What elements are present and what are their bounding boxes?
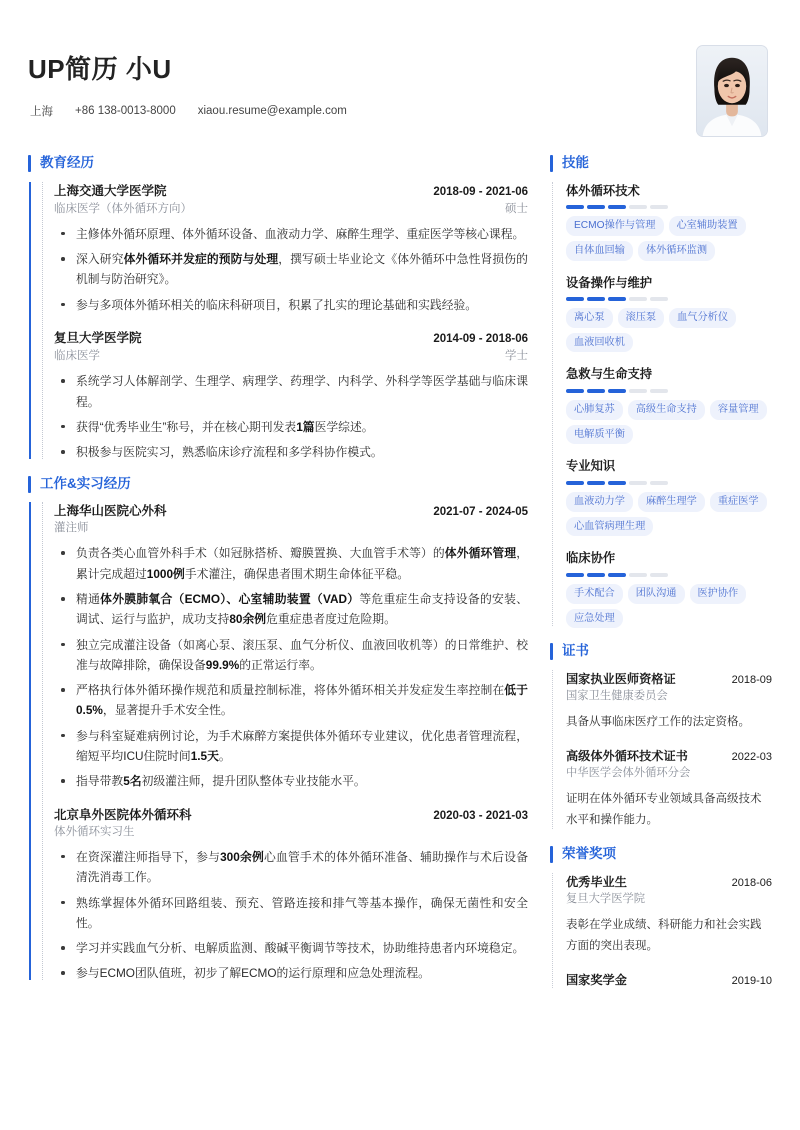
skill-rating-segment (650, 297, 668, 301)
entry-issuer: 国家卫生健康委员会 (566, 690, 668, 703)
skill-rating-segment (629, 481, 647, 485)
bullet-text: 的正常运行率。 (239, 657, 322, 672)
right-column (550, 154, 772, 1004)
skill-tag[interactable]: 容量管理 (710, 400, 767, 420)
entry-role: 灌注师 (54, 522, 89, 535)
bullet-text: 积极参与医院实习，熟悉临床诊疗流程和多学科协作模式。 (76, 445, 383, 460)
skill-rating-segment (629, 297, 647, 301)
bullet-emphasis: 1.5天 (190, 749, 219, 763)
entry-date: 2018-09 - 2021-06 (433, 185, 528, 198)
bullet-text: 心血管手术的体外循环准备、辅助操作与术后设备清洗消毒工作。 (76, 849, 528, 885)
entry-bullet (54, 249, 528, 290)
entry-organization: 北京阜外医院体外循环科 (54, 807, 192, 822)
skill-tag[interactable]: 心室辅助装置 (669, 216, 746, 236)
skill-rating-segment (587, 389, 605, 393)
skill-rating-segment (566, 297, 584, 301)
entry-header (566, 747, 772, 765)
skill-tag-list (566, 584, 772, 629)
skill-tag[interactable]: 血气分析仪 (669, 308, 736, 328)
entry-header (54, 806, 528, 824)
section-header (550, 845, 772, 863)
skill-group-name: 设备操作与维护 (566, 275, 653, 290)
entry-organization: 上海交通大学医学院 (54, 183, 167, 198)
skill-group-name: 体外循环技术 (566, 183, 640, 198)
skill-rating-segment (650, 573, 668, 577)
bullet-emphasis: 体外循环并发症的预防与处理 (123, 252, 279, 267)
skill-group-name: 急救与生命支持 (566, 367, 653, 382)
bullet-text: ，撰写硕士毕业论文《体外循环中急性肾损伤的机制与防治研究》。 (76, 252, 528, 287)
skill-tag-list (566, 216, 772, 261)
skill-tag[interactable]: ECMO操作与管理 (566, 216, 664, 236)
entry-title: 国家奖学金 (566, 973, 627, 988)
contact-email: xiaou.resume@example.com (197, 105, 347, 118)
entry-date: 2018-09 (731, 673, 772, 686)
bullet-text: 在资深灌注师指导下，参与 (76, 849, 221, 864)
bullet-text: 。 (218, 749, 231, 763)
bullet-emphasis: 99.9% (205, 657, 240, 672)
certificate-entry (566, 670, 772, 733)
bullet-text: 医学综述。 (314, 419, 374, 434)
skill-tag-list (566, 492, 772, 537)
entry-bullet (54, 893, 528, 934)
bullet-text: 学习并实践血气分析、电解质监测、酸碱平衡调节等技术，协助维持患者内环境稳定。 (76, 941, 525, 956)
bullet-text: 手术灌注，确保患者围术期生命体征平稳。 (184, 566, 409, 581)
section-title: 教育经历 (40, 155, 94, 170)
entry-issuer: 复旦大学医学院 (566, 893, 646, 906)
entry-issuer: 中华医学会体外循环分会 (566, 767, 691, 780)
entry-bullet (54, 726, 528, 767)
entry-description: 表彰在学业成绩、科研能力和社会实践方面的突出表现。 (566, 918, 762, 952)
skill-tag[interactable]: 团队沟通 (628, 584, 685, 604)
skill-rating-segment (629, 205, 647, 209)
entry-bullet-list (54, 224, 528, 315)
honor-entry (566, 873, 772, 957)
section-title: 技能 (562, 155, 589, 170)
bullet-text: ，累计完成超过 (76, 546, 528, 581)
resume-section (28, 475, 528, 984)
entry-bullet (54, 371, 528, 412)
skill-tag-list (566, 400, 772, 445)
honor-entry (566, 971, 772, 989)
experience-entry (54, 806, 528, 984)
skill-tag[interactable]: 滚压泵 (618, 308, 665, 328)
skill-rating-segment (587, 205, 605, 209)
skill-tag[interactable]: 离心泵 (566, 308, 613, 328)
skill-tag[interactable]: 电解质平衡 (566, 425, 633, 445)
section-header (28, 475, 528, 493)
skill-group (566, 182, 772, 261)
skill-tag[interactable]: 手术配合 (566, 584, 623, 604)
entry-bullet (54, 417, 528, 437)
entry-bullet (54, 635, 528, 676)
section-body (550, 873, 772, 990)
certificate-entry (566, 747, 772, 831)
bullet-text: 参与多项体外循环相关的临床科研项目，积累了扎实的理论基础和实践经验。 (76, 297, 478, 312)
left-column (28, 154, 528, 996)
bullet-emphasis: 5名 (123, 774, 142, 789)
section-header (550, 642, 772, 660)
skill-tag[interactable]: 麻醉生理学 (638, 492, 705, 512)
entry-bullet-list (54, 543, 528, 791)
entry-subheader (54, 200, 528, 218)
resume-header (28, 0, 772, 140)
skill-rating-segment (566, 205, 584, 209)
experience-entry (54, 182, 528, 316)
bullet-text: 参与科室疑难病例讨论，为手术麻醉方案提供体外循环专业建议，优化患者管理流程，缩短平均ICU住院时间 (76, 728, 528, 763)
section-body (550, 670, 772, 831)
section-body (28, 502, 528, 984)
entry-organization: 复旦大学医学院 (54, 331, 142, 346)
skill-group-name: 专业知识 (566, 459, 616, 474)
skill-rating-segment (587, 481, 605, 485)
skill-rating-segment (608, 481, 626, 485)
bullet-text: 等危重症生命支持设备的安装、调试、运行与监护，成功支持 (76, 592, 528, 627)
section-header (550, 154, 772, 172)
contact-phone: +86 138-0013-8000 (75, 105, 176, 118)
bullet-text: 指导带教 (76, 774, 124, 789)
entry-subheader (54, 347, 528, 365)
entry-role: 临床医学（体外循环方向） (54, 202, 192, 215)
entry-bullet (54, 589, 528, 630)
contact-location: 上海 (30, 106, 53, 119)
entry-date: 2020-03 - 2021-03 (433, 809, 528, 822)
entry-degree: 硕士 (505, 202, 528, 215)
skill-tag[interactable]: 重症医学 (710, 492, 767, 512)
skill-tag[interactable]: 自体血回输 (566, 241, 633, 261)
section-title: 工作&实习经历 (40, 475, 131, 491)
skills-section (550, 154, 772, 628)
skill-tag[interactable]: 体外循环监测 (638, 241, 715, 261)
bullet-text: 获得“优秀毕业生”称号，并在核心期刊发表 (76, 419, 297, 434)
bullet-text: 系统学习人体解剖学、生理学、病理学、药理学、内科学、外科学等医学基础与临床课程。 (76, 374, 528, 409)
bullet-emphasis: 300余例 (220, 849, 265, 864)
entry-date: 2018-06 (731, 876, 772, 889)
entry-bullet (54, 224, 528, 244)
bullet-text: 精通 (76, 592, 101, 607)
skill-rating-segment (608, 297, 626, 301)
skill-tag[interactable]: 心肺复苏 (566, 400, 623, 420)
entry-bullet (54, 442, 528, 462)
skill-tag[interactable]: 心血管病理生理 (566, 517, 653, 537)
skill-rating (566, 573, 772, 577)
bullet-text: 严格执行体外循环操作规范和质量控制标准，将体外循环相关并发症发生率控制在 (76, 683, 505, 698)
skill-group-name: 临床协作 (566, 551, 616, 566)
bullet-emphasis: 体外膜肺氧合（ECMO）、心室辅助装置（VAD） (100, 592, 360, 607)
entry-date: 2019-10 (731, 975, 772, 988)
skill-group (566, 457, 772, 536)
bullet-text: 参与ECMO团队值班，初步了解ECMO的运行原理和应急处理流程。 (76, 966, 430, 981)
resume-body (28, 140, 772, 1004)
bullet-emphasis: 低于0.5% (76, 683, 528, 718)
entry-title: 国家执业医师资格证 (566, 671, 676, 686)
bullet-text: 主修体外循环原理、体外循环设备、血液动力学、麻醉生理学、重症医学等核心课程。 (76, 226, 525, 241)
skill-tag[interactable]: 血液回收机 (566, 333, 633, 353)
skill-rating-segment (566, 573, 584, 577)
skill-rating-segment (608, 389, 626, 393)
entry-date: 2021-07 - 2024-05 (433, 506, 528, 519)
skill-rating-segment (566, 389, 584, 393)
entry-subheader (54, 824, 528, 841)
avatar (696, 45, 768, 137)
entry-description: 具备从事临床医疗工作的法定资格。 (566, 715, 750, 728)
portrait-photo-icon (697, 46, 767, 136)
skill-rating-segment (566, 481, 584, 485)
contact-row (28, 85, 772, 119)
entry-bullet (54, 963, 528, 983)
entry-bullet (54, 543, 528, 584)
entry-title: 优秀毕业生 (566, 874, 627, 889)
entry-bullet (54, 771, 528, 791)
section-title: 证书 (562, 643, 589, 659)
entry-bullet (54, 847, 528, 888)
bullet-text: 独立完成灌注设备（如离心泵、滚压泵、血气分析仪、血液回收机等）的日常维护、校准与故障排除，确保设备 (76, 637, 528, 672)
honors-section (550, 845, 772, 989)
entry-bullet (54, 938, 528, 958)
entry-header (566, 873, 772, 891)
resume-section (28, 154, 528, 463)
entry-header (54, 502, 528, 520)
skill-rating-segment (629, 573, 647, 577)
experience-entry (54, 502, 528, 791)
skill-rating-segment (650, 205, 668, 209)
skill-rating-segment (608, 205, 626, 209)
skill-rating-segment (650, 389, 668, 393)
skill-tag[interactable]: 医护协作 (690, 584, 747, 604)
section-body (28, 182, 528, 463)
entry-bullet (54, 680, 528, 721)
skill-rating (566, 481, 772, 485)
bullet-emphasis: 1000例 (146, 566, 185, 581)
skill-rating-segment (587, 573, 605, 577)
skill-rating-segment (587, 297, 605, 301)
bullet-text: 初级灌注师，提升团队整体专业技能水平。 (141, 774, 366, 789)
entry-header (54, 182, 528, 200)
section-header (28, 154, 528, 172)
skill-group (566, 365, 772, 444)
skill-group (566, 549, 772, 628)
entry-bullet-list (54, 371, 528, 462)
skill-rating-segment (650, 481, 668, 485)
bullet-emphasis: 1篇 (296, 419, 315, 434)
bullet-emphasis: 80余例 (229, 612, 267, 627)
entry-header (566, 670, 772, 688)
entry-date: 2022-03 (731, 751, 772, 763)
experience-entry (54, 329, 528, 463)
entry-role: 临床医学 (54, 350, 100, 363)
bullet-text: ，显著提升手术安全性。 (102, 703, 233, 718)
skill-tag[interactable]: 血液动力学 (566, 492, 633, 512)
skill-tag-list (566, 308, 772, 353)
bullet-text: 危重症患者度过危险期。 (266, 612, 396, 627)
entry-header (566, 971, 772, 989)
skill-group (566, 274, 772, 353)
skill-rating (566, 297, 772, 301)
certificates-section (550, 642, 772, 831)
skill-rating (566, 389, 772, 393)
section-title: 荣誉奖项 (562, 846, 616, 862)
section-body (550, 182, 772, 629)
entry-degree: 学士 (505, 350, 528, 363)
entry-date: 2014-09 - 2018-06 (433, 333, 528, 346)
skill-rating-segment (629, 389, 647, 393)
skill-tag[interactable]: 应急处理 (566, 609, 623, 629)
entry-title: 高级体外循环技术证书 (566, 749, 688, 763)
bullet-text: 熟练掌握体外循环回路组装、预充、管路连接和排气等基本操作，确保无菌性和安全性。 (76, 895, 528, 930)
skill-rating (566, 205, 772, 209)
bullet-text: 深入研究 (76, 252, 124, 267)
entry-bullet (54, 295, 528, 315)
skill-tag[interactable]: 高级生命支持 (628, 400, 705, 420)
bullet-text: 负责各类心血管外科手术（如冠脉搭桥、瓣膜置换、大血管手术等）的 (76, 546, 445, 561)
entry-role: 体外循环实习生 (54, 825, 135, 838)
entry-header (54, 329, 528, 347)
entry-bullet-list (54, 847, 528, 984)
bullet-emphasis: 体外循环管理 (444, 546, 517, 561)
skill-rating-segment (608, 573, 626, 577)
page-title: UP简历 小U (28, 54, 172, 84)
entry-description: 证明在体外循环专业领域具备高级技术水平和操作能力。 (566, 792, 762, 827)
entry-organization: 上海华山医院心外科 (54, 504, 167, 519)
entry-subheader (54, 520, 528, 537)
